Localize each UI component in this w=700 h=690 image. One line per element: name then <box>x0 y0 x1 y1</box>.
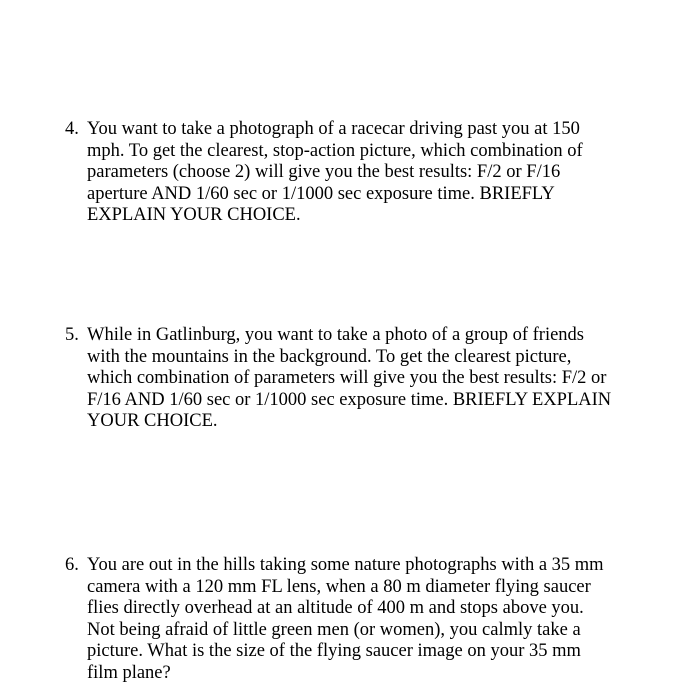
question-number: 5. <box>65 325 79 345</box>
question-text-line: aperture AND 1/60 sec or 1/1000 sec exposure time. BRIEFLY <box>87 183 555 204</box>
question-number: 4. <box>65 119 79 139</box>
question-4 <box>65 119 655 227</box>
question-text-line: which combination of parameters will give you the best results: F/2 or <box>87 368 607 388</box>
question-6 <box>65 555 655 684</box>
question-text-line: You are out in the hills taking some nature photographs with a 35 mm <box>87 555 604 575</box>
question-text-line: camera with a 120 mm FL lens, when a 80 m diameter flying saucer <box>87 576 591 597</box>
question-text-line: F/16 AND 1/60 sec or 1/1000 sec exposure time. BRIEFLY EXPLAIN <box>87 389 612 410</box>
question-text-line: mph. To get the clearest, stop-action picture, which combination of <box>87 140 583 161</box>
question-text-line: flies directly overhead at an altitude of 400 m and stops above you. <box>87 598 584 618</box>
question-text-line: Not being afraid of little green men (or women), you calmly take a <box>87 619 581 640</box>
question-text-line: YOUR CHOICE. <box>87 411 218 431</box>
question-number: 6. <box>65 555 79 575</box>
question-5 <box>65 325 655 433</box>
question-text-line: with the mountains in the background. To get the clearest picture, <box>87 346 572 367</box>
question-text-line: While in Gatlinburg, you want to take a photo of a group of friends <box>87 325 584 345</box>
question-text-line: EXPLAIN YOUR CHOICE. <box>87 205 301 225</box>
question-text-line: You want to take a photograph of a racecar driving past you at 150 <box>87 119 580 139</box>
question-text-line: parameters (choose 2) will give you the best results: F/2 or F/16 <box>87 162 561 182</box>
question-text-line: film plane? <box>87 662 171 683</box>
question-text-line: picture. What is the size of the flying saucer image on your 35 mm <box>87 641 581 661</box>
